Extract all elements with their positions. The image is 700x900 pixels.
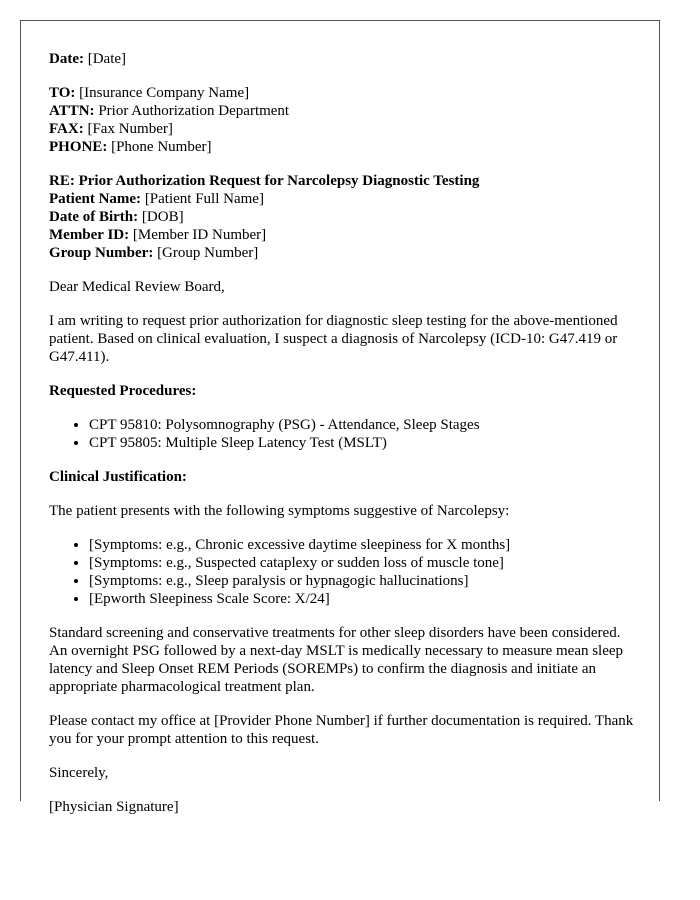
- patient-name-value: [Patient Full Name]: [144, 191, 264, 207]
- attn-line: [49, 102, 635, 120]
- justification-heading: Clinical Justification:: [49, 469, 187, 485]
- group-number-line: [49, 244, 635, 262]
- fax-line: [49, 120, 635, 138]
- symptoms-list: [49, 536, 635, 608]
- symptoms-intro: The patient presents with the following symptoms suggestive of Narcolepsy:: [49, 503, 510, 519]
- letter-content: [49, 50, 635, 832]
- date-block: [49, 50, 635, 68]
- symptom-item: • [Symptoms: e.g., Suspected cataplexy or sudden loss of muscle tone]: [89, 554, 635, 572]
- group-number-value: [Group Number]: [157, 245, 259, 261]
- procedures-heading: Requested Procedures:: [49, 383, 197, 399]
- salutation: Dear Medical Review Board,: [49, 279, 225, 295]
- to-label: TO:: [49, 85, 76, 101]
- recipient-block: [49, 84, 635, 156]
- closing: Sincerely,: [49, 765, 109, 781]
- to-value: [Insurance Company Name]: [79, 85, 250, 101]
- procedures-list: [49, 416, 635, 452]
- member-id-line: [49, 226, 635, 244]
- signature: [Physician Signature]: [49, 799, 179, 815]
- to-line: [49, 84, 635, 102]
- patient-block: [49, 172, 635, 262]
- fax-value: [Fax Number]: [87, 121, 173, 137]
- fax-label: FAX:: [49, 121, 84, 137]
- intro-paragraph: I am writing to request prior authorization for diagnostic sleep testing for the above-mentioned patient. Based on clinical evaluation, I suspect a diagnosis of Narcolepsy (ICD-10: G47.419 or G47.411).: [49, 313, 618, 365]
- procedure-item: • CPT 95810: Polysomnography (PSG) - Attendance, Sleep Stages: [89, 416, 635, 434]
- phone-label: PHONE:: [49, 139, 108, 155]
- date-line: [49, 50, 635, 68]
- member-id-label: Member ID:: [49, 227, 130, 243]
- justification-paragraph: Standard screening and conservative treatments for other sleep disorders have been considered. An overnight PSG followed by a next-day MSLT is medically necessary to measure mean sleep latency and Sleep Onset REM Periods (SOREMPs) to confirm the diagnosis and initiate an appropriate pharmacological treatment plan.: [49, 625, 624, 695]
- dob-label: Date of Birth:: [49, 209, 139, 225]
- date-value: [Date]: [87, 51, 127, 67]
- attn-label: ATTN:: [49, 103, 95, 119]
- phone-value: [Phone Number]: [111, 139, 212, 155]
- re-line: RE: Prior Authorization Request for Narcolepsy Diagnostic Testing: [49, 173, 480, 189]
- dob-value: [DOB]: [141, 209, 184, 225]
- symptom-item: • [Epworth Sleepiness Scale Score: X/24]: [89, 590, 635, 608]
- letter-page: [20, 20, 660, 815]
- patient-name-label: Patient Name:: [49, 191, 142, 207]
- contact-paragraph: Please contact my office at [Provider Phone Number] if further documentation is required. Thank you for your prompt attention to this request.: [49, 713, 634, 747]
- dob-line: [49, 208, 635, 226]
- procedure-item: • CPT 95805: Multiple Sleep Latency Test (MSLT): [89, 434, 635, 452]
- date-label: Date:: [49, 51, 84, 67]
- member-id-value: [Member ID Number]: [132, 227, 267, 243]
- symptom-item: • [Symptoms: e.g., Chronic excessive daytime sleepiness for X months]: [89, 536, 635, 554]
- patient-name-line: [49, 190, 635, 208]
- attn-value: Prior Authorization Department: [98, 103, 290, 119]
- phone-line: [49, 138, 635, 156]
- symptom-item: • [Symptoms: e.g., Sleep paralysis or hypnagogic hallucinations]: [89, 572, 635, 590]
- group-number-label: Group Number:: [49, 245, 154, 261]
